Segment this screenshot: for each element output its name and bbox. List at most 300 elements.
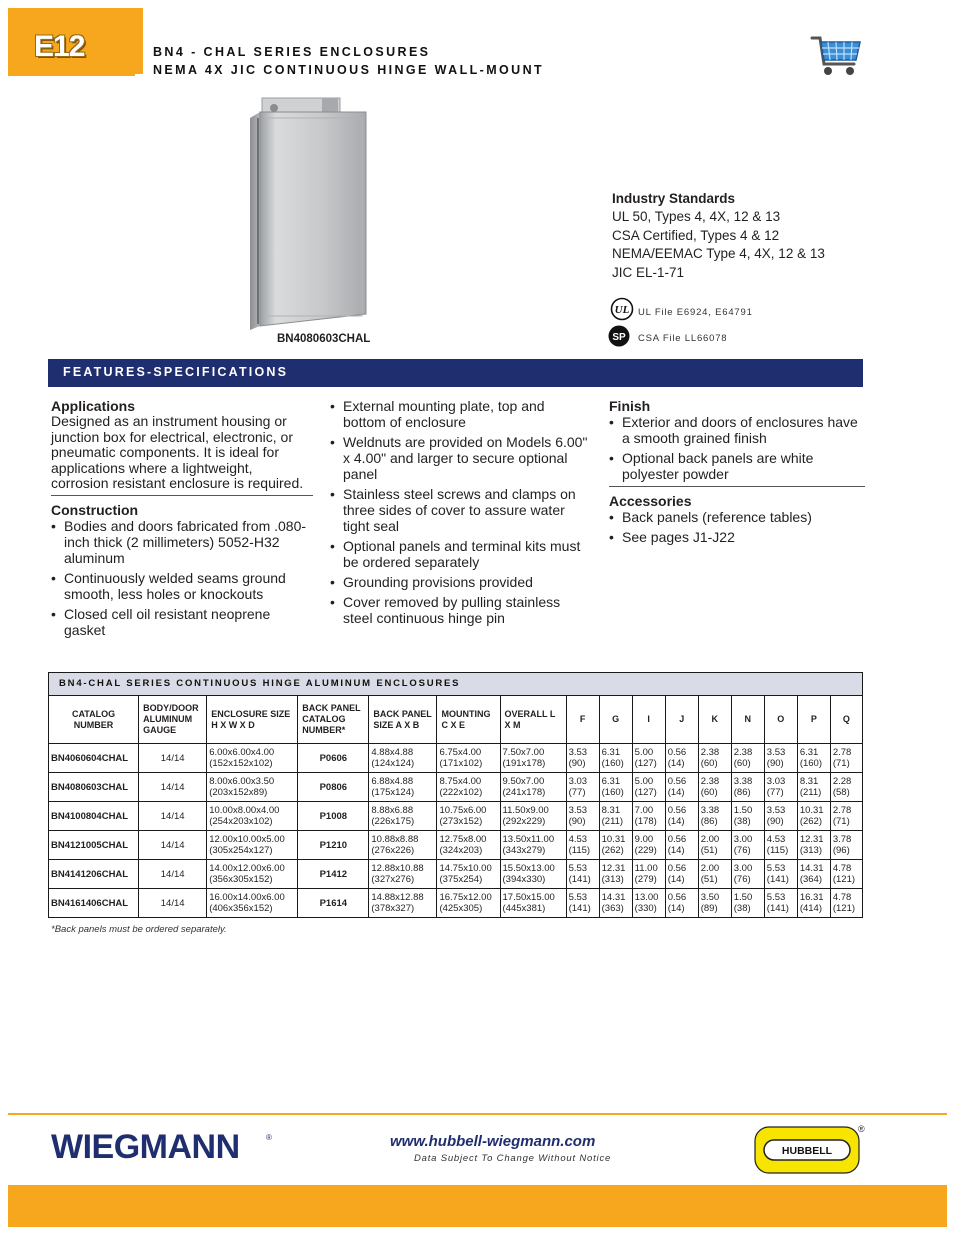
bp_size-inches: 4.88x4.88 (371, 747, 414, 758)
o-cell (764, 889, 797, 918)
list-item: • Bodies and doors fabricated from .080-inch thick (2 millimeters) 5052-H32 aluminum (51, 518, 313, 566)
g-inches: 10.31 (601, 834, 626, 845)
i-cell (632, 831, 665, 860)
standards-title: Industry Standards (612, 191, 736, 206)
size-cell (207, 889, 298, 918)
overall-inches: 15.50x13.00 (502, 863, 555, 874)
n-inches: 3.00 (733, 863, 753, 874)
csa-certified-logo (607, 324, 631, 348)
list-item: • External mounting plate, top and bottom of enclosure (330, 398, 590, 430)
g-inches: 14.31 (601, 892, 626, 903)
i-inches: 9.00 (634, 834, 654, 845)
standard-line: JIC EL-1-71 (612, 265, 685, 280)
q-inches: 4.78 (832, 892, 852, 903)
col-header-mounting: MOUNTING C X E (437, 696, 500, 744)
mount-millimeters: (324x203) (439, 845, 483, 856)
back-panel-catalog-cell: P1614 (298, 889, 369, 918)
j-inches: 0.56 (667, 892, 687, 903)
back-panel-catalog-cell: P0806 (298, 773, 369, 802)
n-cell (731, 831, 764, 860)
f-millimeters: (90) (568, 816, 586, 827)
col-header-overall: OVERALL L X M (500, 696, 566, 744)
catalog-number-cell: BN4161406CHAL (49, 889, 139, 918)
back-panel-catalog-cell: P1210 (298, 831, 369, 860)
bp_size-inches: 12.88x10.88 (371, 863, 424, 874)
mount-millimeters: (425x305) (439, 903, 483, 914)
n-millimeters: (38) (733, 903, 751, 914)
p-cell (797, 802, 830, 831)
list-item: • Cover removed by pulling stainless steel continuous hinge pin (330, 594, 590, 626)
f-inches: 3.53 (568, 747, 588, 758)
overall-millimeters: (394x330) (502, 874, 546, 885)
f-cell (566, 831, 599, 860)
col-header-n: N (731, 696, 764, 744)
finish-list (609, 414, 865, 482)
k-cell (698, 831, 731, 860)
i-inches: 13.00 (634, 892, 659, 903)
bp_size-inches: 8.88x6.88 (371, 805, 414, 816)
bp_size-millimeters: (175x124) (371, 787, 415, 798)
n-millimeters: (76) (733, 874, 751, 885)
k-millimeters: (51) (700, 845, 718, 856)
q-millimeters: (71) (832, 816, 850, 827)
col-header-j: J (665, 696, 698, 744)
col-header-g: G (599, 696, 632, 744)
size-cell (207, 773, 298, 802)
page-title-line2: NEMA 4X JIC CONTINUOUS HINGE WALL-MOUNT (153, 63, 545, 77)
g-cell (599, 744, 632, 773)
back-panel-catalog-cell: P1008 (298, 802, 369, 831)
catalog-number-cell: BN4141206CHAL (49, 860, 139, 889)
bp_size-cell (369, 744, 437, 773)
o-cell (764, 802, 797, 831)
catalog-number-cell: BN4121005CHAL (49, 831, 139, 860)
col-header-bp-catalog: BACK PANEL CATALOG NUMBER* (298, 696, 369, 744)
mount-cell (437, 860, 500, 889)
n-inches: 2.38 (733, 747, 753, 758)
f-inches: 5.53 (568, 863, 588, 874)
col-header-o: O (764, 696, 797, 744)
j-millimeters: (14) (667, 787, 685, 798)
finish-heading: Finish (609, 398, 651, 414)
j-inches: 0.56 (667, 747, 687, 758)
svg-text:UL: UL (614, 304, 630, 316)
list-item: • See pages J1-J22 (609, 529, 865, 545)
o-millimeters: (141) (766, 903, 789, 914)
size-inches: 14.00x12.00x6.00 (209, 863, 285, 874)
table-footnote: *Back panels must be ordered separately. (51, 924, 227, 935)
overall-millimeters: (241x178) (502, 787, 546, 798)
optional-rest: panels and terminal kits must be ordered separately (343, 538, 581, 570)
o-inches: 3.53 (766, 805, 786, 816)
wiegmann-logo: WIEGMANN (51, 1128, 240, 1166)
product-caption: BN4080603CHAL (277, 333, 371, 345)
table-row (49, 889, 863, 918)
catalog-number-cell: BN4100804CHAL (49, 802, 139, 831)
o-cell (764, 860, 797, 889)
i-cell (632, 889, 665, 918)
registered-mark: ® (266, 1133, 272, 1142)
applications-heading: Applications (51, 398, 136, 414)
ul-listed-logo (610, 297, 634, 321)
divider (51, 495, 313, 496)
k-millimeters: (89) (700, 903, 718, 914)
mount-cell (437, 802, 500, 831)
mount-inches: 12.75x8.00 (439, 834, 487, 845)
bp_size-cell (369, 773, 437, 802)
o-millimeters: (90) (766, 758, 784, 769)
q-millimeters: (121) (832, 874, 856, 885)
k-cell (698, 773, 731, 802)
mount-cell (437, 773, 500, 802)
catalog-number-cell: BN4060604CHAL (49, 744, 139, 773)
q-cell (830, 744, 862, 773)
p-cell (797, 831, 830, 860)
p-cell (797, 889, 830, 918)
mount-inches: 10.75x6.00 (439, 805, 487, 816)
i-millimeters: (229) (634, 845, 657, 856)
q-inches: 4.78 (832, 863, 852, 874)
q-inches: 2.28 (832, 776, 852, 787)
bp_size-millimeters: (124x124) (371, 758, 415, 769)
i-millimeters: (127) (634, 787, 657, 798)
bp_size-inches: 10.88x8.88 (371, 834, 419, 845)
accessories-list (609, 509, 865, 545)
overall-inches: 17.50x15.00 (502, 892, 555, 903)
svg-text:SP: SP (612, 332, 626, 343)
j-cell (665, 831, 698, 860)
optional-rest: back panels are white polyester powder (622, 450, 814, 482)
j-millimeters: (14) (667, 874, 685, 885)
n-cell (731, 889, 764, 918)
bp_size-cell (369, 889, 437, 918)
gauge-cell: 14/14 (139, 802, 207, 831)
bp_size-cell (369, 831, 437, 860)
change-notice: Data Subject To Change Without Notice (414, 1153, 612, 1164)
f-millimeters: (141) (568, 903, 591, 914)
k-inches: 3.50 (700, 892, 720, 903)
j-inches: 0.56 (667, 834, 687, 845)
i-millimeters: (127) (634, 758, 657, 769)
catalog-number-cell: BN4080603CHAL (49, 773, 139, 802)
f-inches: 5.53 (568, 892, 588, 903)
col-header-catalog: CATALOG NUMBER (49, 696, 139, 744)
size-inches: 10.00x8.00x4.00 (209, 805, 280, 816)
k-cell (698, 802, 731, 831)
size-inches: 12.00x10.00x5.00 (209, 834, 285, 845)
f-millimeters: (141) (568, 874, 591, 885)
k-millimeters: (51) (700, 874, 718, 885)
mount-millimeters: (222x102) (439, 787, 483, 798)
p-inches: 6.31 (799, 747, 819, 758)
list-item: • Stainless steel screws and clamps on three sides of cover to assure water tight seal (330, 486, 590, 534)
mount-millimeters: (273x152) (439, 816, 483, 827)
k-millimeters: (86) (700, 816, 718, 827)
list-item: • Exterior and doors of enclosures have a smooth grained finish (609, 414, 865, 446)
j-cell (665, 744, 698, 773)
table-row (49, 744, 863, 773)
overall-millimeters: (292x229) (502, 816, 546, 827)
f-inches: 3.53 (568, 805, 588, 816)
construction-heading: Construction (51, 501, 139, 518)
k-inches: 2.38 (700, 776, 720, 787)
j-cell (665, 860, 698, 889)
mount-inches: 8.75x4.00 (439, 776, 482, 787)
overall-cell (500, 773, 566, 802)
o-inches: 5.53 (766, 892, 786, 903)
f-cell (566, 860, 599, 889)
i-inches: 5.00 (634, 776, 654, 787)
bp_size-millimeters: (327x276) (371, 874, 415, 885)
size-millimeters: (152x152x102) (209, 758, 273, 769)
p-inches: 14.31 (799, 863, 824, 874)
o-inches: 3.53 (766, 747, 786, 758)
i-millimeters: (178) (634, 816, 657, 827)
j-cell (665, 773, 698, 802)
p-millimeters: (262) (799, 816, 822, 827)
j-millimeters: (14) (667, 845, 685, 856)
p-inches: 10.31 (799, 805, 824, 816)
i-millimeters: (330) (634, 903, 657, 914)
i-inches: 11.00 (634, 863, 658, 874)
mount-cell (437, 889, 500, 918)
k-cell (698, 889, 731, 918)
table-header-row (49, 696, 863, 744)
g-millimeters: (211) (601, 816, 624, 827)
g-millimeters: (363) (601, 903, 624, 914)
q-cell (830, 860, 862, 889)
section-code: E12 (34, 30, 85, 63)
n-cell (731, 802, 764, 831)
optional-word: Optional (343, 538, 396, 554)
p-millimeters: (313) (799, 845, 822, 856)
table-row (49, 831, 863, 860)
overall-inches: 9.50x7.00 (502, 776, 545, 787)
g-millimeters: (160) (601, 758, 624, 769)
f-inches: 4.53 (568, 834, 588, 845)
registered-mark: ® (858, 1124, 865, 1134)
size-millimeters: (356x305x152) (209, 874, 273, 885)
applications-text: Designed as an instrument housing or junction box for electrical, electronic, or pneumatic components. It is ideal for applications where a lightweight, corrosion resistant enclosure is required. (51, 413, 304, 492)
g-cell (599, 860, 632, 889)
n-millimeters: (86) (733, 787, 751, 798)
col-header-bp-size: BACK PANEL SIZE A X B (369, 696, 437, 744)
list-item (609, 450, 865, 482)
bp_size-cell (369, 860, 437, 889)
table-body (49, 744, 863, 918)
p-millimeters: (160) (799, 758, 822, 769)
o-inches: 3.03 (766, 776, 786, 787)
mount-inches: 16.75x12.00 (439, 892, 492, 903)
col-header-gauge: BODY/DOOR ALUMINUM GAUGE (139, 696, 207, 744)
o-millimeters: (115) (766, 845, 789, 856)
size-millimeters: (203x152x89) (209, 787, 268, 798)
col-header-q: Q (830, 696, 862, 744)
k-cell (698, 860, 731, 889)
overall-millimeters: (191x178) (502, 758, 546, 769)
n-cell (731, 773, 764, 802)
col-header-f: F (566, 696, 599, 744)
o-cell (764, 744, 797, 773)
i-millimeters: (279) (634, 874, 657, 885)
i-inches: 7.00 (634, 805, 654, 816)
g-millimeters: (262) (601, 845, 624, 856)
o-millimeters: (77) (766, 787, 784, 798)
i-cell (632, 744, 665, 773)
hubbell-logo-text: HUBBELL (781, 1145, 833, 1157)
size-millimeters: (406x356x152) (209, 903, 273, 914)
j-inches: 0.56 (667, 805, 687, 816)
j-inches: 0.56 (667, 863, 687, 874)
overall-inches: 11.50x9.00 (502, 805, 549, 816)
j-millimeters: (14) (667, 903, 685, 914)
back-panel-catalog-cell: P0606 (298, 744, 369, 773)
o-inches: 4.53 (766, 834, 786, 845)
gauge-cell: 14/14 (139, 860, 207, 889)
k-millimeters: (60) (700, 758, 718, 769)
size-inches: 6.00x6.00x4.00 (209, 747, 275, 758)
overall-cell (500, 831, 566, 860)
q-inches: 2.78 (832, 747, 852, 758)
standard-line: NEMA/EEMAC Type 4, 4X, 12 & 13 (612, 246, 825, 261)
shopping-cart-icon[interactable] (810, 32, 862, 78)
q-millimeters: (58) (832, 787, 850, 798)
size-inches: 16.00x14.00x6.00 (209, 892, 285, 903)
list-item: • Closed cell oil resistant neoprene gasket (51, 606, 313, 638)
list-item: • Grounding provisions provided (330, 574, 590, 590)
q-cell (830, 889, 862, 918)
n-millimeters: (60) (733, 758, 751, 769)
size-cell (207, 744, 298, 773)
footer-rule (8, 1113, 947, 1115)
o-millimeters: (90) (766, 816, 784, 827)
gauge-cell: 14/14 (139, 831, 207, 860)
g-cell (599, 889, 632, 918)
j-inches: 0.56 (667, 776, 687, 787)
mount-millimeters: (375x254) (439, 874, 483, 885)
mount-inches: 6.75x4.00 (439, 747, 482, 758)
f-millimeters: (90) (568, 758, 586, 769)
g-cell (599, 773, 632, 802)
o-inches: 5.53 (766, 863, 786, 874)
g-cell (599, 831, 632, 860)
o-cell (764, 773, 797, 802)
table-row (49, 802, 863, 831)
table-row (49, 860, 863, 889)
ul-file-label: UL File E6924, E64791 (638, 307, 753, 318)
overall-cell (500, 802, 566, 831)
size-millimeters: (254x203x102) (209, 816, 273, 827)
f-millimeters: (115) (568, 845, 591, 856)
i-cell (632, 802, 665, 831)
mount-millimeters: (171x102) (439, 758, 483, 769)
bp_size-cell (369, 802, 437, 831)
p-cell (797, 773, 830, 802)
k-millimeters: (60) (700, 787, 718, 798)
p-cell (797, 744, 830, 773)
n-millimeters: (38) (733, 816, 751, 827)
n-cell (731, 744, 764, 773)
col-header-i: I (632, 696, 665, 744)
j-millimeters: (14) (667, 758, 685, 769)
p-inches: 8.31 (799, 776, 819, 787)
i-inches: 5.00 (634, 747, 654, 758)
features-column-2 (330, 398, 590, 630)
g-inches: 12.31 (601, 863, 626, 874)
standard-line: UL 50, Types 4, 4X, 12 & 13 (612, 209, 781, 224)
o-cell (764, 831, 797, 860)
n-millimeters: (76) (733, 845, 751, 856)
n-inches: 3.38 (733, 776, 753, 787)
construction-list (51, 518, 313, 638)
q-inches: 2.78 (832, 805, 852, 816)
mount-inches: 14.75x10.00 (439, 863, 492, 874)
overall-millimeters: (343x279) (502, 845, 546, 856)
j-millimeters: (14) (667, 816, 685, 827)
bp_size-inches: 6.88x4.88 (371, 776, 414, 787)
page-title-line1: BN4 - CHAL SERIES ENCLOSURES (153, 45, 431, 59)
overall-cell (500, 889, 566, 918)
p-millimeters: (414) (799, 903, 822, 914)
g-cell (599, 802, 632, 831)
bp_size-millimeters: (276x226) (371, 845, 415, 856)
f-cell (566, 773, 599, 802)
bp_size-inches: 14.88x12.88 (371, 892, 424, 903)
footer-bar (8, 1185, 947, 1227)
size-cell (207, 802, 298, 831)
website-link[interactable]: www.hubbell-wiegmann.com (390, 1133, 596, 1150)
overall-inches: 13.50x11.00 (502, 834, 555, 845)
n-inches: 3.00 (733, 834, 753, 845)
n-cell (731, 860, 764, 889)
tab-underline (8, 74, 135, 76)
mount-cell (437, 744, 500, 773)
spec-table (48, 695, 863, 918)
list-item: • Continuously welded seams ground smooth, less holes or knockouts (51, 570, 313, 602)
optional-word: Optional (622, 450, 675, 466)
features-column-1 (51, 398, 313, 642)
g-inches: 6.31 (601, 776, 621, 787)
list-item: • Weldnuts are provided on Models 6.00" x 4.00" and larger to secure optional panel (330, 434, 590, 482)
standard-line: CSA Certified, Types 4 & 12 (612, 228, 780, 243)
q-inches: 3.78 (832, 834, 852, 845)
col-header-k: K (698, 696, 731, 744)
g-inches: 6.31 (601, 747, 621, 758)
j-cell (665, 889, 698, 918)
list-item (330, 538, 590, 570)
f-cell (566, 889, 599, 918)
f-millimeters: (77) (568, 787, 586, 798)
k-cell (698, 744, 731, 773)
table-title: BN4-CHAL SERIES CONTINUOUS HINGE ALUMINUM ENCLOSURES (48, 672, 863, 695)
size-cell (207, 831, 298, 860)
q-millimeters: (121) (832, 903, 856, 914)
k-inches: 2.00 (700, 863, 720, 874)
g-millimeters: (313) (601, 874, 624, 885)
gauge-cell: 14/14 (139, 773, 207, 802)
size-cell (207, 860, 298, 889)
p-inches: 12.31 (799, 834, 824, 845)
accessories-heading: Accessories (609, 493, 692, 509)
col-header-size: ENCLOSURE SIZE H X W X D (207, 696, 298, 744)
k-inches: 3.38 (700, 805, 720, 816)
bp_size-millimeters: (226x175) (371, 816, 415, 827)
q-cell (830, 802, 862, 831)
mount-cell (437, 831, 500, 860)
p-inches: 16.31 (799, 892, 824, 903)
q-cell (830, 831, 862, 860)
size-millimeters: (305x254x127) (209, 845, 273, 856)
